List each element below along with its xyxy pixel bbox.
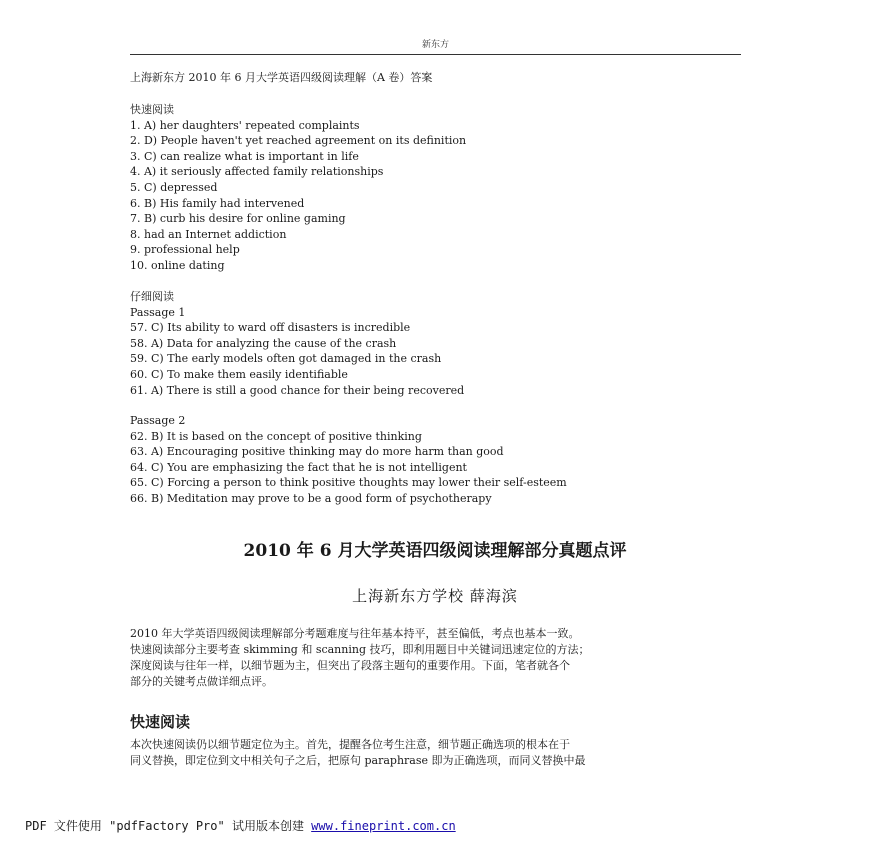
answer-item: 58. A) Data for analyzing the cause of the crash (130, 336, 397, 350)
answer-item: 59. C) The early models often got damaged in the crash (130, 352, 442, 366)
passage-label: Passage 2 (130, 414, 186, 427)
answer-item: 57. C) Its ability to ward off disasters is incredible (130, 321, 411, 335)
article-title: 2010 年 6 月大学英语四级阅读理解部分真题点评 (243, 541, 627, 561)
footer-link[interactable]: www.fineprint.com.cn (311, 819, 456, 833)
passage-label: Passage 1 (130, 305, 186, 319)
quick-reading-paragraph (130, 737, 741, 769)
answer-key-title: 上海新东方 2010 年 6 月大学英语四级阅读理解（A 卷）答案 (130, 71, 433, 84)
careful-reading-heading: 仔细阅读 (130, 290, 174, 303)
answer-item: 10. online dating (130, 258, 225, 272)
quick-reading-answers (130, 102, 466, 274)
paragraph-line: 同义替换，即定位到文中相关句子之后，把原句 paraphrase 即为正确选项，而同义替换中最 (130, 754, 586, 767)
page-header (130, 38, 741, 55)
answer-item: 64. C) You are emphasizing the fact that he is not intelligent (130, 460, 467, 474)
footer-text: PDF 文件使用 "pdfFactory Pro" 试用版本创建 (25, 819, 312, 833)
careful-reading-passage-1 (130, 289, 464, 398)
paragraph-line: 深度阅读与往年一样，以细节题为主，但突出了段落主题句的重要作用。下面，笔者就各个 (130, 659, 570, 672)
answer-item: 6. B) His family had intervened (130, 196, 305, 210)
answer-item: 66. B) Meditation may prove to be a good form of psychotherapy (130, 491, 492, 505)
paragraph-line: 部分的关键考点做详细点评。 (130, 675, 273, 688)
intro-paragraph (130, 626, 741, 690)
answer-item: 9. professional help (130, 243, 240, 257)
paragraph-line: 2010 年大学英语四级阅读理解部分考题难度与往年基本持平，甚至偏低，考点也基本一致。 (130, 627, 580, 640)
answer-item: 2. D) People haven't yet reached agreement on its definition (130, 134, 467, 148)
answer-item: 61. A) There is still a good chance for their being recovered (130, 383, 465, 397)
answer-item: 65. C) Forcing a person to think positive thoughts may lower their self-esteem (130, 476, 567, 490)
quick-reading-heading: 快速阅读 (130, 103, 174, 116)
header-text: 新东方 (421, 40, 449, 50)
answer-item: 63. A) Encouraging positive thinking may do more harm than good (130, 445, 504, 459)
paragraph-line: 本次快速阅读仍以细节题定位为主。首先，提醒各位考生注意，细节题正确选项的根本在于 (130, 738, 570, 751)
answer-item: 7. B) curb his desire for online gaming (130, 212, 346, 226)
answer-item: 60. C) To make them easily identifiable (130, 367, 348, 381)
section-heading-quick-reading: 快速阅读 (130, 713, 191, 731)
careful-reading-passage-2 (130, 413, 567, 507)
answer-item: 4. A) it seriously affected family relationships (130, 165, 384, 179)
paragraph-line: 快速阅读部分主要考查 skimming 和 scanning 技巧，即利用题目中关键词迅速定位的方法； (130, 643, 590, 656)
answer-item: 5. C) depressed (130, 180, 218, 194)
answer-item: 1. A) her daughters' repeated complaints (130, 118, 360, 132)
answer-item: 3. C) can realize what is important in life (130, 149, 359, 163)
answer-item: 8. had an Internet addiction (130, 227, 287, 241)
answer-item: 62. B) It is based on the concept of positive thinking (130, 429, 422, 443)
pdf-footer (25, 818, 456, 834)
article-author: 上海新东方学校 薛海滨 (352, 587, 518, 605)
